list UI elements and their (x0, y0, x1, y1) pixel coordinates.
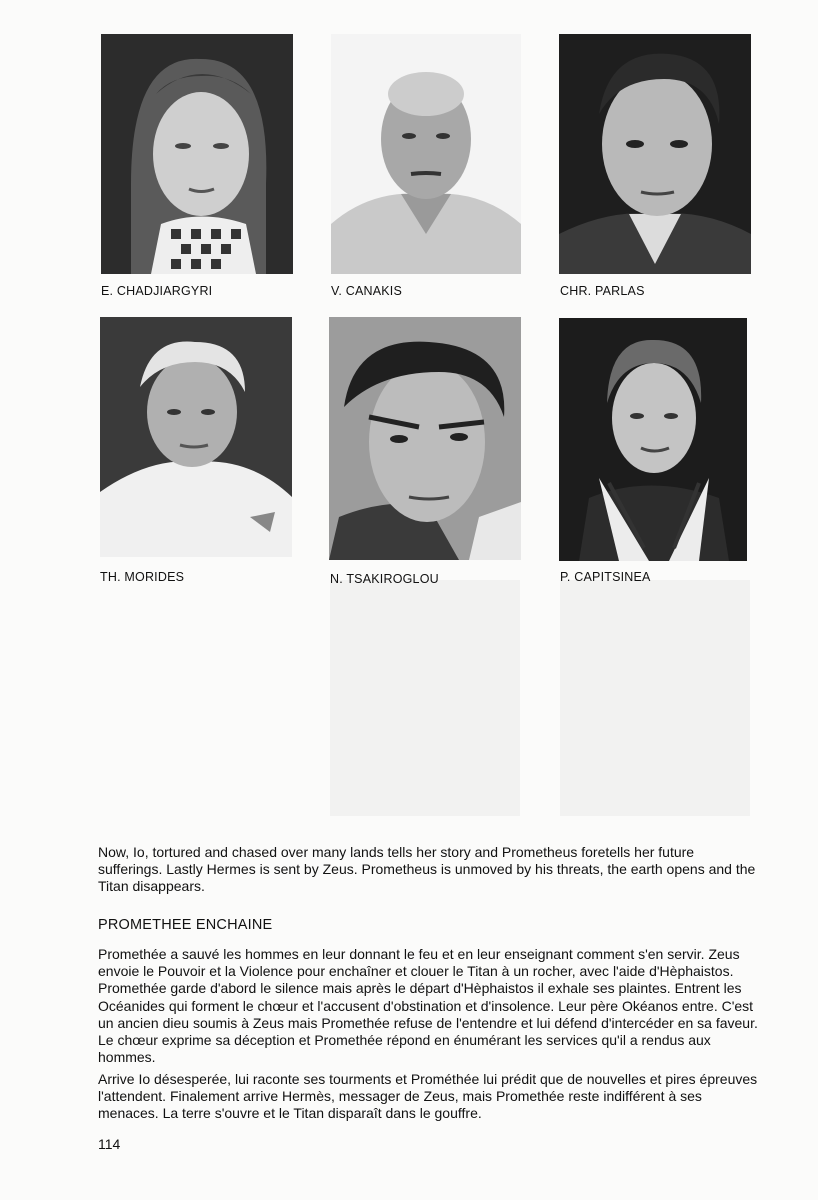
page-number: 114 (98, 1136, 121, 1152)
portrait-photo-morides (100, 317, 292, 557)
portrait-caption: N. TSAKIROGLOU (330, 572, 439, 586)
portrait-caption: P. CAPITSINEA (560, 570, 651, 584)
portrait-photo-canakis (331, 34, 521, 274)
portrait-caption: E. CHADJIARGYRI (101, 284, 213, 298)
show-through-shadow (560, 580, 750, 816)
french-paragraph-1: Promethée a sauvé les hommes en leur donnant le feu et en leur enseignant comment s'en servir. Zeus envoie le Pouvoir et la Violence pour enchaîner et clouer le Titan à un rocher, avec l'aide d'Hèphaistos. Promethée garde d'abord le silence mais après le départ d'Hèphaistos il exhale ses plaintes. Entrent les Océanides qui forment le chœur et l'accusent d'obstination et d'insolence. Leur père Okéanos entre. C'est un ancien dieu soumis à Zeus mais Promethée refuse de l'entendre et lui défend d'intercéder en sa faveur. Le chœur exprime sa déception et Promethée répond en énumérant les services qu'il a rendus aux hommes. (98, 946, 758, 1066)
portrait-photo-parlas (559, 34, 751, 274)
portrait-photo-chadjiargyri (101, 34, 293, 274)
english-summary-paragraph: Now, Io, tortured and chased over many lands tells her story and Prometheus foretells her future sufferings. Lastly Hermes is sent by Zeus. Prometheus is unmoved by his threats, the earth opens and the Titan disappears. (98, 844, 756, 895)
portrait-photo-capitsinea (559, 318, 747, 561)
portrait-photo-tsakiroglou (329, 317, 521, 560)
portrait-caption: V. CANAKIS (331, 284, 403, 298)
portrait-caption: TH. MORIDES (100, 570, 185, 584)
french-paragraph-2: Arrive Io désesperée, lui raconte ses tourments et Prométhée lui prédit que de nouvelles et pires épreuves l'attendent. Finalement arrive Hermès, messager de Zeus, mais Promethée reste indifférent à ses menaces. La terre s'ouvre et le Titan disparaît dans le gouffre. (98, 1071, 758, 1122)
section-heading: PROMETHEE ENCHAINE (98, 917, 273, 933)
show-through-shadow (330, 580, 520, 816)
portrait-caption: CHR. PARLAS (560, 284, 645, 298)
